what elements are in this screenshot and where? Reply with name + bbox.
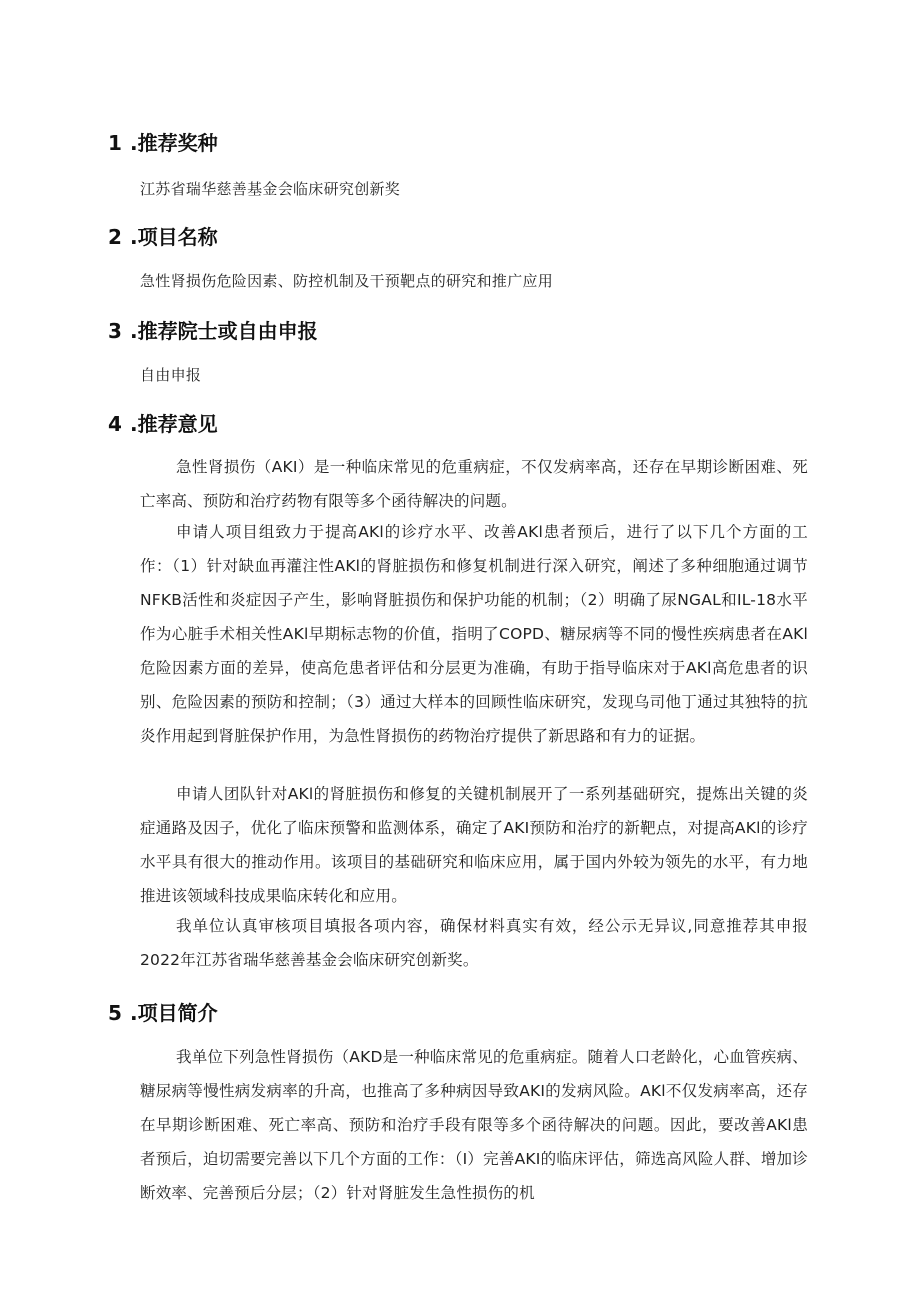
recommendation-paragraph-2: 申请人项目组致力于提高AKl的诊疗水平、改善AKl患者预后，进行了以下几个方面的工作：（1）针对缺血再灌注性AKl的肾脏损伤和修复机制进行深入研究，阐述了多种细胞通过调节NFKB活性和炎症因子产生，影响肾脏损伤和保护功能的机制；（2）明确了尿NGAL和IL-18水平作为心脏手术相关性AKl早期标志物的价值，指明了COPD、糖尿病等不同的慢性疾病患者在AKl危险因素方面的差异，使高危患者评估和分层更为准确，有助于指导临床对于AKl高危患者的识别、危险因素的预防和控制；（3）通过大样本的回顾性临床研究，发现乌司他丁通过其独特的抗炎作用起到肾脏保护作用，为急性肾损伤的药物治疗提供了新思路和有力的证据。 <box>140 523 808 745</box>
recommendation-paragraph-3: 申请人团队针对AKl的肾脏损伤和修复的关键机制展开了一系列基础研究，提炼出关键的炎症通路及因子，优化了临床预警和监测体系，确定了AKI预防和治疗的新靶点，对提高AKl的诊疗水平具有很大的推动作用。该项目的基础研究和临床应用，属于国内外较为领先的水平，有力地推进该领域科技成果临床转化和应用。 <box>140 785 808 905</box>
summary-paragraph-1: 我单位下列急性肾损伤（AKD是一种临床常见的危重病症。随着人口老龄化，心血管疾病、糖尿病等慢性病发病率的升高，也推高了多种病因导致AKI的发病风险。AKl不仅发病率高，还存在早期诊断困难、死亡率高、预防和治疗手段有限等多个函待解决的问题。因此，要改善AKl患者预后，迫切需要完善以下几个方面的工作：（I）完善AKI的临床评估，筛选高风险人群、增加诊断效率、完善预后分层；（2）针对肾脏发生急性损伤的机 <box>140 1048 808 1202</box>
recommendation-paragraph-4: 我单位认真审核项目填报各项内容，确保材料真实有效，经公示无异议,同意推荐其申报2022年江苏省瑞华慈善基金会临床研究创新奖。 <box>140 917 808 969</box>
section-title: .项目名称 <box>130 225 218 249</box>
section-number: 3 <box>108 319 122 343</box>
section-content-2: 急性肾损伤危险因素、防控机制及干预靶点的研究和推广应用 <box>140 272 554 290</box>
section-heading-2 <box>108 224 218 250</box>
section-title: .推荐意见 <box>130 412 218 436</box>
section-heading-4 <box>108 411 218 437</box>
section-number: 1 <box>108 131 122 155</box>
section-heading-1 <box>108 130 218 156</box>
section-title: .推荐院士或自由申报 <box>130 319 318 343</box>
section-content-3: 自由申报 <box>140 366 202 384</box>
section-number: 4 <box>108 412 122 436</box>
section-heading-5 <box>108 1000 218 1026</box>
section-title: .项目简介 <box>130 1001 218 1025</box>
recommendation-paragraph-1: 急性肾损伤（AKI）是一种临床常见的危重病症，不仅发病率高，还存在早期诊断困难、死亡率高、预防和治疗药物有限等多个函待解决的问题。 <box>140 458 808 510</box>
section-number: 2 <box>108 225 122 249</box>
section-content-1: 江苏省瑞华慈善基金会临床研究创新奖 <box>140 180 401 198</box>
section-number: 5 <box>108 1001 122 1025</box>
section-title: .推荐奖种 <box>130 131 218 155</box>
section-heading-3 <box>108 318 318 344</box>
